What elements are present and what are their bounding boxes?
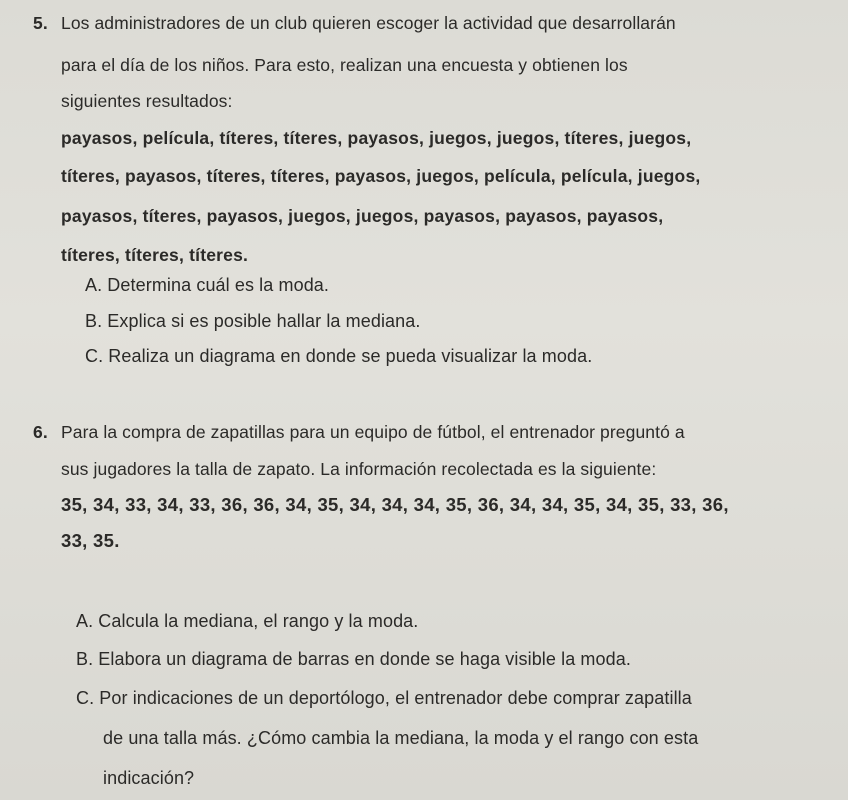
question-5-survey-data-line-1: payasos, película, títeres, títeres, payasos, juegos, juegos, títeres, juegos, xyxy=(61,128,692,148)
question-6-number: 6. xyxy=(33,422,48,442)
question-6-item-c-line-1: C. Por indicaciones de un deportólogo, el entrenador debe comprar zapatilla xyxy=(76,688,692,708)
question-6-item-b: B. Elabora un diagrama de barras en donde se haga visible la moda. xyxy=(76,649,631,669)
question-5-item-c: C. Realiza un diagrama en donde se pueda visualizar la moda. xyxy=(85,346,593,366)
question-5-number: 5. xyxy=(33,13,48,33)
question-6-text-line-2: sus jugadores la talla de zapato. La información recolectada es la siguiente: xyxy=(61,459,657,479)
question-6-item-c-line-3: indicación? xyxy=(103,768,195,788)
question-6-sizes-data-line-2: 33, 35. xyxy=(61,530,120,551)
question-5-survey-data-line-3: payasos, títeres, payasos, juegos, juegos, payasos, payasos, payasos, xyxy=(61,206,664,226)
question-5-text-line-3: siguientes resultados: xyxy=(61,91,233,111)
question-6-item-a: A. Calcula la mediana, el rango y la moda. xyxy=(76,611,419,631)
question-5-text-line-2: para el día de los niños. Para esto, realizan una encuesta y obtienen los xyxy=(61,55,628,75)
question-6-sizes-data-line-1: 35, 34, 33, 34, 33, 36, 36, 34, 35, 34, 34, 34, 35, 36, 34, 34, 35, 34, 35, 33, 36, xyxy=(61,494,729,515)
question-5-survey-data-line-4: títeres, títeres, títeres. xyxy=(61,245,249,265)
question-5-text-line-1: Los administradores de un club quieren escoger la actividad que desarrollarán xyxy=(61,13,676,33)
question-5-survey-data-line-2: títeres, payasos, títeres, títeres, payasos, juegos, película, película, juegos, xyxy=(61,166,701,186)
question-5-item-a: A. Determina cuál es la moda. xyxy=(85,275,330,295)
question-6-text-line-1: Para la compra de zapatillas para un equipo de fútbol, el entrenador preguntó a xyxy=(61,422,685,442)
question-6-item-c-line-2: de una talla más. ¿Cómo cambia la mediana, la moda y el rango con esta xyxy=(103,728,699,748)
question-5-item-b: B. Explica si es posible hallar la mediana. xyxy=(85,311,421,331)
